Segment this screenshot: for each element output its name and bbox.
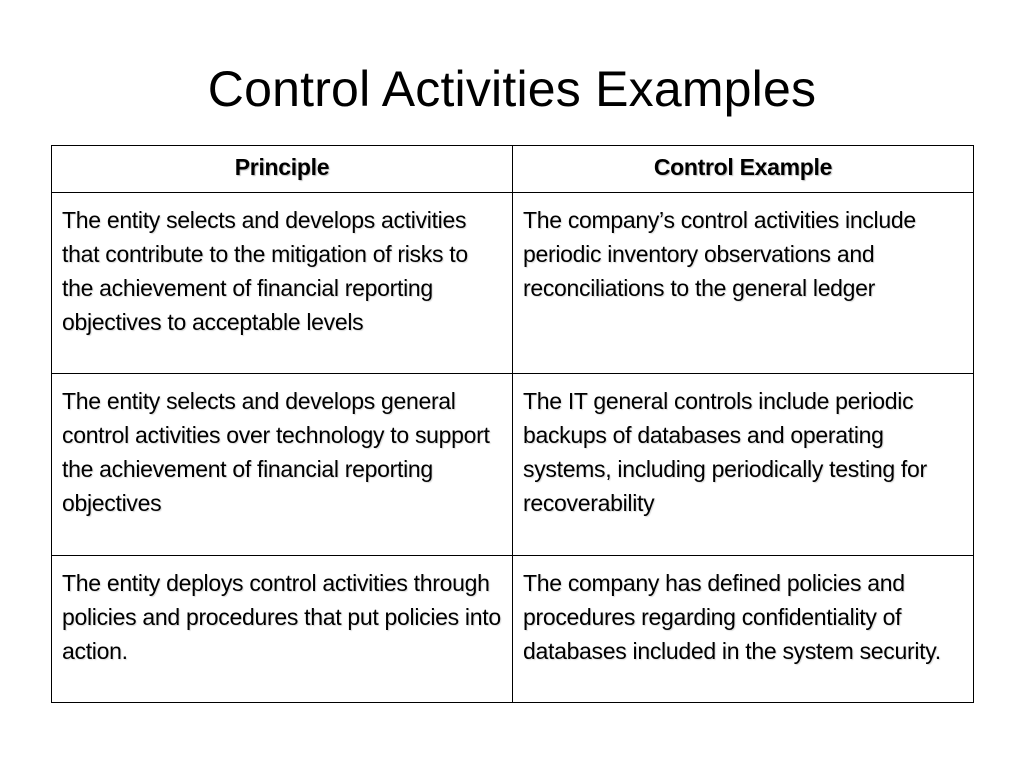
header-control-example: Control Example: [513, 146, 974, 193]
header-principle: Principle: [52, 146, 513, 193]
control-activities-table: [51, 145, 974, 703]
table-header-row: [52, 146, 974, 193]
table-row: [52, 193, 974, 374]
slide-title: Control Activities Examples: [207, 61, 817, 117]
control-example-cell: The company’s control activities include periodic inventory observations and reconciliations to the general ledger: [513, 193, 974, 374]
control-example-cell: The company has defined policies and procedures regarding confidentiality of databases included in the system security.: [513, 556, 974, 703]
control-example-cell: The IT general controls include periodic backups of databases and operating systems, including periodically testing for recoverability: [513, 374, 974, 556]
table-row: [52, 556, 974, 703]
principle-cell: The entity selects and develops general control activities over technology to support the achievement of financial reporting objectives: [52, 374, 513, 556]
principle-cell: The entity selects and develops activities that contribute to the mitigation of risks to the achievement of financial reporting objectives to acceptable levels: [52, 193, 513, 374]
table-row: [52, 374, 974, 556]
principle-cell: The entity deploys control activities through policies and procedures that put policies into action.: [52, 556, 513, 703]
